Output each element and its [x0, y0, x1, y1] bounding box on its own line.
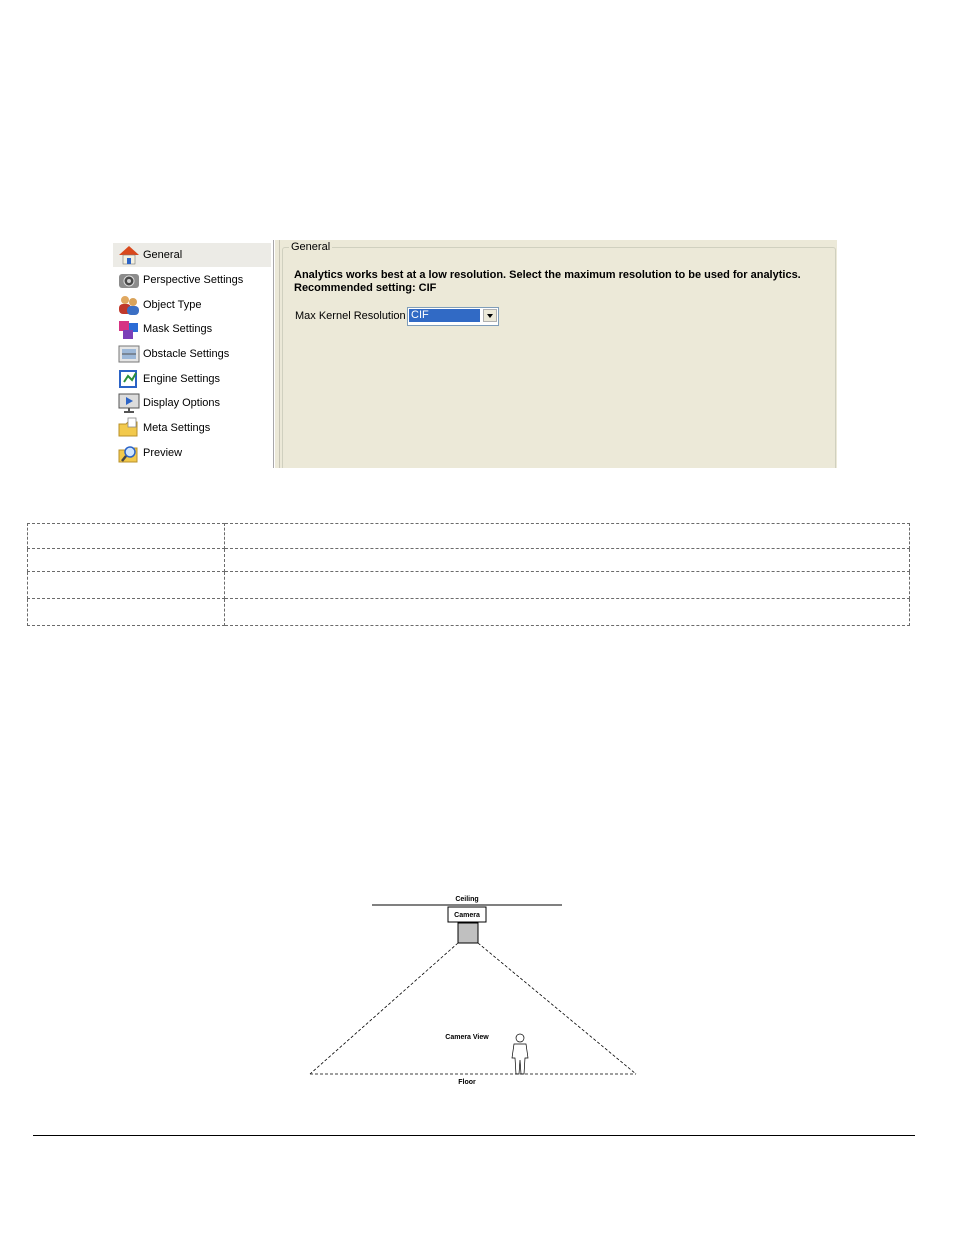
settings-panel	[113, 240, 837, 468]
group-title: General	[291, 241, 331, 253]
nav-item-engine-settings[interactable]	[113, 367, 271, 391]
table-cell	[225, 572, 910, 599]
preview-icon	[117, 441, 141, 465]
table-row	[28, 572, 910, 599]
nav-item-perspective-settings[interactable]	[113, 268, 271, 292]
nav-item-general[interactable]	[113, 243, 271, 267]
people-icon	[117, 293, 141, 317]
table-cell	[28, 549, 225, 572]
nav-label-perspective-settings: Perspective Settings	[143, 274, 244, 286]
floor-label: Floor	[458, 1079, 476, 1086]
nav-label-display-options: Display Options	[143, 397, 221, 409]
general-content	[280, 240, 837, 468]
table-cell	[28, 524, 225, 549]
settings-nav	[113, 240, 274, 468]
nav-item-preview[interactable]	[113, 441, 271, 465]
table-row	[28, 599, 910, 626]
nav-item-display-options[interactable]	[113, 391, 271, 415]
nav-label-general: General	[143, 249, 183, 261]
home-icon	[117, 243, 141, 267]
camera-diagram	[300, 888, 650, 1093]
table-cell	[28, 599, 225, 626]
nav-label-engine-settings: Engine Settings	[143, 373, 221, 385]
resolution-label: Max Kernel Resolution	[295, 310, 406, 322]
nav-item-meta-settings[interactable]	[113, 416, 271, 440]
nav-label-object-type: Object Type	[143, 299, 202, 311]
camera-icon	[117, 268, 141, 292]
camera-body	[458, 923, 478, 943]
nav-item-object-type[interactable]	[113, 293, 271, 317]
nav-label-obstacle-settings: Obstacle Settings	[143, 348, 230, 360]
info-text-line2: Recommended setting: CIF	[294, 282, 437, 294]
settings-table	[27, 523, 910, 626]
table-row	[28, 549, 910, 572]
table-cell	[225, 599, 910, 626]
folder-icon	[117, 416, 141, 440]
camera-label: Camera	[454, 912, 480, 919]
table-cell	[225, 524, 910, 549]
resolution-select[interactable]	[407, 307, 499, 326]
nav-label-preview: Preview	[143, 447, 183, 459]
nav-item-mask-settings[interactable]	[113, 317, 271, 341]
ceiling-label: Ceiling	[455, 896, 479, 903]
cubes-icon	[117, 317, 141, 341]
table-row	[28, 524, 910, 549]
info-text-line1: Analytics works best at a low resolution. Select the maximum resolution to be used for analytics.	[294, 269, 801, 281]
obstacle-icon	[117, 342, 141, 366]
table-cell	[28, 572, 225, 599]
nav-label-mask-settings: Mask Settings	[143, 323, 213, 335]
footer-rule	[33, 1135, 915, 1136]
camera-view-label: Camera View	[445, 1034, 489, 1041]
nav-item-obstacle-settings[interactable]	[113, 342, 271, 366]
nav-label-meta-settings: Meta Settings	[143, 422, 211, 434]
chevron-down-icon[interactable]	[483, 309, 497, 322]
engine-icon	[117, 367, 141, 391]
view-line-right	[478, 943, 636, 1074]
view-line-left	[310, 943, 458, 1074]
general-groupbox	[282, 241, 836, 468]
display-icon	[117, 391, 141, 415]
resolution-select-value: CIF	[409, 309, 480, 322]
person-icon	[512, 1034, 528, 1074]
table-cell	[225, 549, 910, 572]
